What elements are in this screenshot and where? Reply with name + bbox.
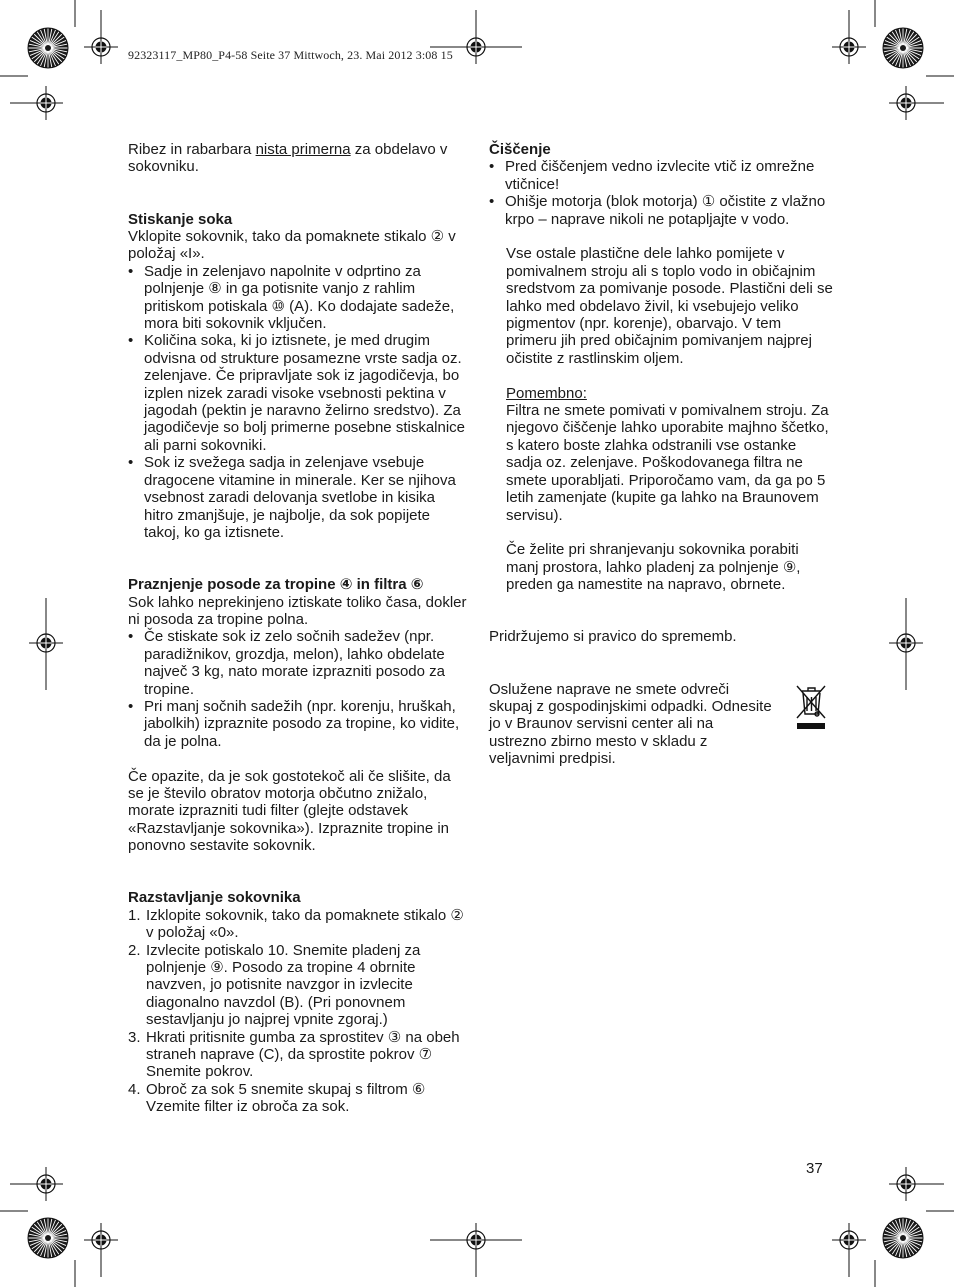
list-item: • Pri manj sočnih sadežih (npr. korenju, hruškah, jabolkih) izpraznite posodo za tropine, ko vidite, da je polna.: [128, 698, 468, 750]
list-item: • Če stiskate sok iz zelo sočnih sadežev (npr. paradižnikov, grozdja, melon), lahko obdelate največ 3 kg, nato morate izprazniti posodo za tropine.: [128, 628, 468, 698]
cleaning-bullets: [489, 158, 834, 228]
plastic-parts-paragraph: Vse ostale plastične dele lahko pomijete v pomivalnem stroju ali s toplo vodo in običajnim sredstvom za pomivanje posode. Plastični deli se lahko med obdelavo živil, ki vsebujejo veliko pigmentov (npr. korenje), obarvajo. V tem primeru jih pred običajnim pomivanjem najprej očistite z rastlinskim oljem.: [506, 245, 833, 367]
color-target-icon: [28, 28, 68, 68]
emptying-heading: Praznjenje posode za tropine ④ in filtra ⑥: [128, 576, 424, 594]
rights-notice: Pridržujemo si pravico do sprememb.: [489, 628, 737, 646]
emptying-intro: Sok lahko neprekinjeno iztiskate toliko časa, dokler ni posoda za tropine polna.: [128, 593, 467, 628]
color-target-icon: [883, 1218, 923, 1258]
emptying-note: Če opazite, da je sok gostotekoč ali če slišite, da se je število obratov motorja občutno znižalo, morate izprazniti tudi filter (glejte odstavek «Razstavljanje sokovnika»). Izpraznite tropine in ponovno sestavite sokovnik.: [128, 767, 451, 855]
list-item: • Pred čiščenjem vedno izvlecite vtič iz omrežne vtičnice!: [489, 158, 834, 193]
list-item: • Sok iz svežega sadja in zelenjave vsebuje dragocene vitamine in minerale. Ker se njihova vsebnost zaradi delovanja svetlobe in kisika hitro zmanjšuje, je najbolje, da sok popijete takoj, ko ga iztisnete.: [128, 454, 468, 541]
registration-mark-icon: [889, 1167, 923, 1201]
color-target-icon: [883, 28, 923, 68]
crossed-out-wheelie-bin-icon: [794, 683, 828, 731]
registration-mark-icon: [889, 626, 923, 660]
registration-mark-icon: [29, 626, 63, 660]
cleaning-heading: Čiščenje: [489, 141, 551, 158]
intro-paragraph: Ribez in rabarbara nista primerna za obdelavo v sokovniku.: [128, 141, 448, 176]
registration-mark-icon: [29, 86, 63, 120]
color-target-icon: [28, 1218, 68, 1258]
important-paragraph: Filtra ne smete pomivati v pomivalnem stroju. Za njegovo čiščenje lahko uporabite majhno ščetko, s katero boste zlahka odstranili vse ostanke sadja oz. zelenjave. Poškodovanega filtra ne smete uporabljati. Priporočamo vam, da ga po 5 letih zamenjate (kupite ga lahko na Braunovem servisu).: [506, 402, 829, 524]
list-item: • Sadje in zelenjavo napolnite v odprtino za polnjenje ⑧ in ga potisnite vanjo z rahlim pritiskom potiskala ⑩ (A). Ko dodajate sadeže, mora biti sokovnik vključen.: [128, 263, 468, 333]
left-column: [128, 141, 468, 1116]
registration-mark-icon: [832, 30, 866, 64]
emptying-bullets: [128, 628, 468, 750]
registration-mark-icon: [889, 86, 923, 120]
registration-mark-icon: [459, 30, 493, 64]
list-item: 4. Obroč za sok 5 snemite skupaj s filtrom ⑥ Vzemite filter iz obroča za sok.: [128, 1080, 426, 1116]
disposal-text: Oslužene naprave ne smete odvreči skupaj z gospodinjskimi odpadki. Odnesite jo v Braunov servisni center ali na ustrezno zbirno mesto v skladu z veljavnimi predpisi.: [489, 680, 772, 768]
registration-mark-icon: [84, 1223, 118, 1257]
disassembly-steps: [128, 907, 468, 1116]
list-item: • Ohišje motorja (blok motorja) ① očistite z vlažno krpo – naprave nikoli ne potapljajte v vodo.: [489, 193, 834, 228]
list-item: 1. Izklopite sokovnik, tako da pomaknete stikalo ② v položaj «0».: [128, 906, 464, 942]
list-item: • Količina soka, ki jo iztisnete, je med drugim odvisna od strukture posamezne vrste sadja oz. zelenjave. Če pripravljate sok iz jagodičevja, bo izplen nizek zaradi visoke vsebnosti pektina v jagodah (pektin je naravno želirno sredstvo). Za jagodičevje so bolj primerne posebne stiskalnice ali parni sokovniki.: [128, 332, 468, 454]
important-label: Pomembno:: [506, 384, 587, 402]
underlined-phrase: nista primerna: [255, 141, 351, 158]
registration-mark-icon: [29, 1167, 63, 1201]
list-item: 3. Hkrati pritisnite gumba za sprostitev ③ na obeh straneh naprave (C), da sprostite pokrov ⑦ Snemite pokrov.: [128, 1028, 460, 1081]
juicing-bullets: [128, 263, 468, 542]
juicing-heading: Stiskanje soka: [128, 210, 233, 228]
storage-paragraph: Če želite pri shranjevanju sokovnika porabiti manj prostora, lahko pladenj za polnjenje ⑨, preden ga namestite na napravo, obrnete.: [506, 541, 801, 594]
print-slug: 92323117_MP80_P4-58 Seite 37 Mittwoch, 23. Mai 2012 3:08 15: [128, 48, 453, 62]
registration-mark-icon: [459, 1223, 493, 1257]
disposal-notice: [489, 681, 834, 768]
list-item: 2. Izvlecite potiskalo 10. Snemite pladenj za polnjenje ⑨. Posodo za tropine 4 obrnite navzven, jo potisnite navzgor in izvlecite diagonalno navzdol (B). (Pri ponovnem sestavljanju jo najprej vpnite zgoraj.): [128, 941, 421, 1029]
registration-mark-icon: [832, 1223, 866, 1257]
right-column: [489, 141, 834, 768]
disassembly-heading: Razstavljanje sokovnika: [128, 889, 301, 907]
registration-mark-icon: [84, 30, 118, 64]
page-number: 37: [806, 1160, 823, 1177]
juicing-intro: Vklopite sokovnik, tako da pomaknete stikalo ② v položaj «I».: [128, 228, 456, 263]
